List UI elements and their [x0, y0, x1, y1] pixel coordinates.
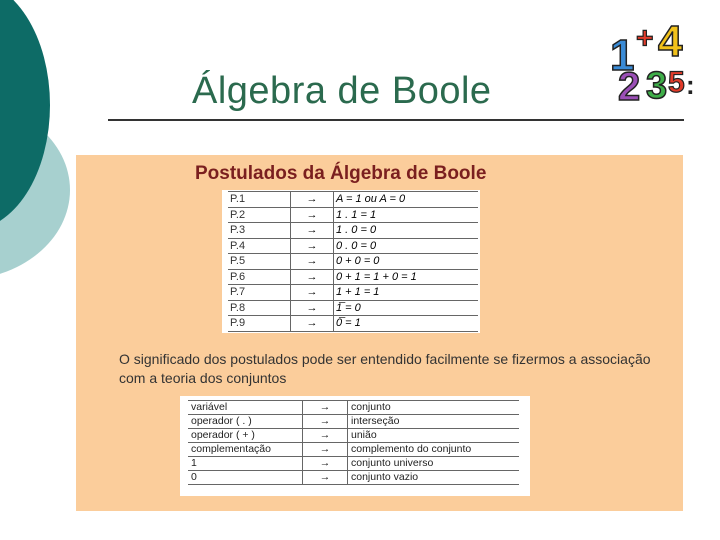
postulate-expression: 0 + 1 = 1 + 0 = 1: [334, 269, 479, 285]
arrow-icon: →: [291, 254, 334, 270]
set-mapping-row: [188, 401, 519, 415]
boolean-term: complementação: [188, 443, 303, 457]
postulate-row: [228, 300, 478, 316]
postulate-id: P.7: [228, 285, 291, 301]
postulate-id: P.4: [228, 238, 291, 254]
set-term: conjunto: [348, 401, 520, 415]
postulate-id: P.9: [228, 316, 291, 332]
postulates-table-box: [222, 190, 480, 333]
arrow-icon: →: [291, 285, 334, 301]
postulate-row: [228, 223, 478, 239]
logo-glyph: 2: [618, 65, 641, 107]
numbers-clipart-icon: [598, 12, 698, 107]
postulate-row: [228, 254, 478, 270]
slide-title: Álgebra de Boole: [192, 70, 492, 112]
set-mapping-table: [188, 400, 519, 485]
set-term: união: [348, 429, 520, 443]
set-term: complemento do conjunto: [348, 443, 520, 457]
logo-glyph: 5: [668, 66, 685, 99]
postulate-expression: 0̅ = 1: [334, 316, 479, 332]
logo-glyph: 1: [610, 31, 635, 80]
postulate-id: P.5: [228, 254, 291, 270]
logo-glyph: 4: [658, 17, 683, 66]
arrow-icon: →: [303, 471, 348, 485]
postulate-expression: 1 . 0 = 0: [334, 223, 479, 239]
arrow-icon: →: [303, 415, 348, 429]
boolean-term: operador ( . ): [188, 415, 303, 429]
arrow-icon: →: [291, 316, 334, 332]
set-term: interseção: [348, 415, 520, 429]
postulate-row: [228, 207, 478, 223]
arrow-icon: →: [291, 238, 334, 254]
postulate-id: P.6: [228, 269, 291, 285]
postulate-row: [228, 192, 478, 208]
arrow-icon: →: [303, 457, 348, 471]
postulate-row: [228, 269, 478, 285]
set-term: conjunto vazio: [348, 471, 520, 485]
postulate-expression: A = 1 ou A = 0: [334, 192, 479, 208]
boolean-term: 1: [188, 457, 303, 471]
postulates-table: [228, 191, 478, 332]
postulate-row: [228, 316, 478, 332]
arrow-icon: →: [303, 443, 348, 457]
logo-glyph: :: [686, 70, 695, 100]
set-mapping-table-box: [180, 396, 530, 496]
postulate-expression: 1 + 1 = 1: [334, 285, 479, 301]
arrow-icon: →: [291, 192, 334, 208]
set-mapping-row: [188, 457, 519, 471]
boolean-term: variável: [188, 401, 303, 415]
postulate-id: P.3: [228, 223, 291, 239]
boolean-term: 0: [188, 471, 303, 485]
logo-glyph: 3: [646, 65, 668, 107]
postulate-expression: 1 . 1 = 1: [334, 207, 479, 223]
explanation-text: O significado dos postulados pode ser entendido facilmente se fizermos a associação com a teoria dos conjuntos: [119, 351, 651, 386]
postulate-id: P.2: [228, 207, 291, 223]
postulate-row: [228, 238, 478, 254]
arrow-icon: →: [291, 207, 334, 223]
arrow-icon: →: [291, 223, 334, 239]
postulate-id: P.8: [228, 300, 291, 316]
set-term: conjunto universo: [348, 457, 520, 471]
logo-glyph: +: [636, 22, 654, 55]
postulate-expression: 1̅ = 0: [334, 300, 479, 316]
set-mapping-row: [188, 443, 519, 457]
boolean-term: operador ( + ): [188, 429, 303, 443]
arrow-icon: →: [303, 401, 348, 415]
title-underline: [108, 119, 684, 121]
postulate-row: [228, 285, 478, 301]
postulate-expression: 0 + 0 = 0: [334, 254, 479, 270]
set-mapping-row: [188, 429, 519, 443]
arrow-icon: →: [291, 269, 334, 285]
set-mapping-row: [188, 471, 519, 485]
arrow-icon: →: [291, 300, 334, 316]
arrow-icon: →: [303, 429, 348, 443]
set-mapping-row: [188, 415, 519, 429]
section-heading: Postulados da Álgebra de Boole: [195, 163, 487, 184]
postulate-id: P.1: [228, 192, 291, 208]
postulate-expression: 0 . 0 = 0: [334, 238, 479, 254]
